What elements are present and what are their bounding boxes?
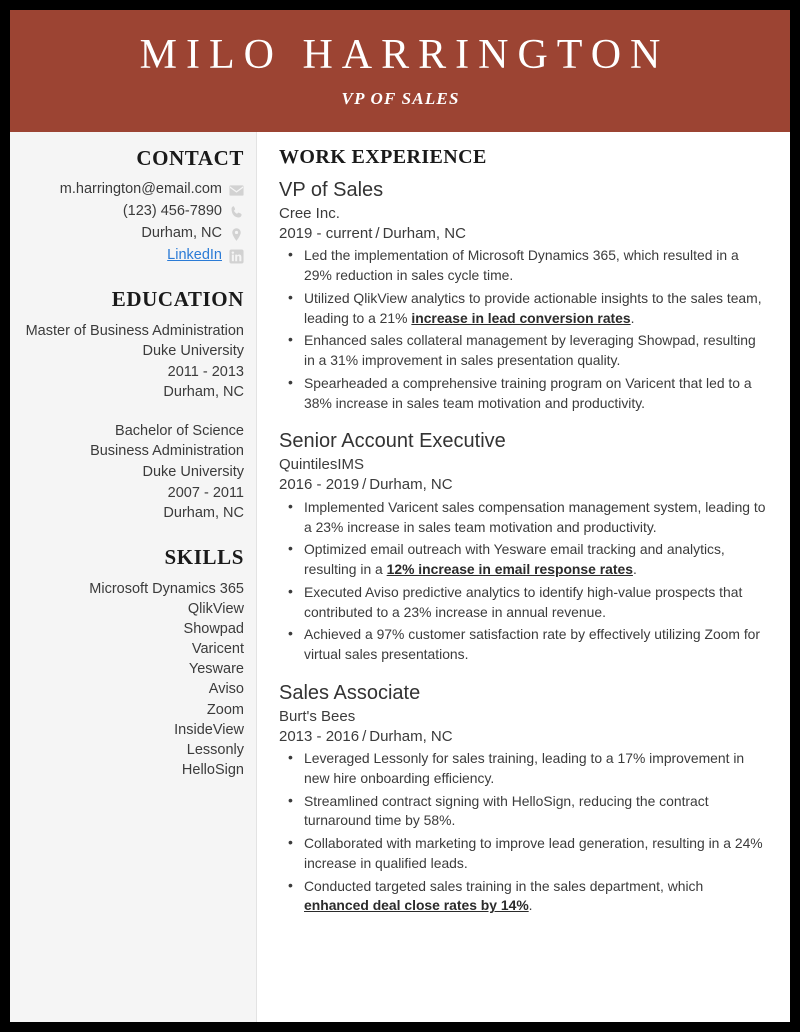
job-meta bbox=[279, 475, 768, 496]
bullet-text-pre: Optimized email outreach with Yesware email tracking and analytics, resulting in a bbox=[304, 541, 725, 578]
job-bullet-list bbox=[279, 246, 768, 413]
job-bullet bbox=[279, 289, 768, 328]
bullet-text-pre: Spearheaded a comprehensive training program on Varicent that led to a 38% increase in sales team motivation and productivity. bbox=[304, 374, 752, 411]
job-location: Durham, NC bbox=[369, 476, 453, 494]
work-experience-heading: WORK EXPERIENCE bbox=[279, 146, 487, 168]
contact-heading: CONTACT bbox=[136, 146, 244, 170]
phone-icon bbox=[229, 205, 244, 220]
job-meta-separator: / bbox=[362, 727, 367, 745]
skills-heading: SKILLS bbox=[164, 544, 244, 569]
skill-item: Showpad bbox=[183, 620, 244, 637]
skill-item: Aviso bbox=[208, 681, 244, 698]
main-column bbox=[257, 132, 790, 1022]
candidate-job-title: VP OF SALES bbox=[341, 89, 460, 109]
contact-item-email bbox=[20, 180, 244, 199]
education-dates: 2011 - 2013 bbox=[167, 363, 244, 380]
job-bullet-list bbox=[279, 498, 768, 665]
job-bullet bbox=[279, 540, 768, 579]
job-bullet bbox=[279, 792, 768, 831]
bullet-text-pre: Conducted targeted sales training in the sales department, which bbox=[304, 877, 704, 894]
skill-item: QlikView bbox=[187, 600, 244, 617]
skill-item: Varicent bbox=[191, 641, 244, 658]
bullet-text-post: . bbox=[630, 309, 635, 326]
job-title: VP of Sales bbox=[279, 179, 384, 201]
bullet-text-pre: Utilized QlikView analytics to provide actionable insights to the sales team, leading to a 21% bbox=[304, 289, 762, 326]
skill-item: Lessonly bbox=[186, 741, 244, 758]
bullet-text-emphasis: 12% increase in email response rates bbox=[386, 561, 633, 578]
job-location: Durham, NC bbox=[369, 727, 453, 745]
education-degree: Master of Business Administration bbox=[25, 322, 244, 339]
bullet-text-pre: Collaborated with marketing to improve lead generation, resulting in a 24% increase in qualified leads. bbox=[304, 835, 763, 871]
education-heading: EDUCATION bbox=[111, 286, 244, 311]
education-entry bbox=[20, 321, 244, 403]
contact-location-value: Durham, NC bbox=[141, 225, 222, 242]
job-bullet bbox=[279, 583, 768, 622]
bullet-text-emphasis: enhanced deal close rates by 14% bbox=[304, 897, 529, 914]
skill-item: Microsoft Dynamics 365 bbox=[89, 580, 244, 597]
job-company: Cree Inc. bbox=[279, 205, 340, 222]
job-meta bbox=[279, 727, 768, 748]
bullet-text-pre: Streamlined contract signing with HelloSign, reducing the contract turnaround time by 58%. bbox=[304, 792, 709, 829]
contact-linkedin-value[interactable]: LinkedIn bbox=[167, 247, 222, 264]
job-company: Burt's Bees bbox=[279, 707, 356, 725]
job-meta bbox=[279, 224, 768, 245]
bullet-text-pre: Implemented Varicent sales compensation management system, leading to a 23% increase in sales team motivation and productivity. bbox=[304, 498, 766, 535]
job-dates: 2016 - 2019 bbox=[279, 476, 360, 494]
bullet-text-pre: Enhanced sales collateral management by leveraging Showpad, resulting in a 31% improvement in sales presentation quality. bbox=[304, 332, 756, 369]
bullet-text-emphasis: increase in lead conversion rates bbox=[411, 309, 631, 326]
job-bullet-list bbox=[279, 749, 768, 916]
education-field: Business Administration bbox=[90, 443, 244, 460]
bullet-text-pre: Leveraged Lessonly for sales training, leading to a 17% improvement in new hire onboarding efficiency. bbox=[304, 750, 745, 786]
bullet-text-pre: Achieved a 97% customer satisfaction rate by effectively utilizing Zoom for virtual sales presentations. bbox=[304, 626, 761, 662]
skills-section bbox=[20, 545, 244, 780]
job-bullet bbox=[279, 498, 768, 537]
contact-email-value: m.harrington@email.com bbox=[59, 181, 222, 197]
linkedin-icon[interactable] bbox=[229, 249, 244, 264]
job-entry bbox=[279, 681, 768, 916]
education-dates: 2007 - 2011 bbox=[167, 484, 244, 501]
job-bullet bbox=[279, 331, 768, 370]
education-location: Durham, NC bbox=[163, 505, 244, 522]
contact-section bbox=[20, 146, 244, 266]
contact-item-location bbox=[20, 224, 244, 243]
job-bullet bbox=[279, 374, 768, 413]
skill-item: Yesware bbox=[188, 661, 244, 678]
job-bullet bbox=[279, 877, 768, 916]
education-school: Duke University bbox=[142, 463, 244, 480]
job-dates: 2019 - current bbox=[279, 224, 373, 242]
resume-header bbox=[10, 10, 790, 132]
bullet-text-post: . bbox=[632, 561, 637, 578]
contact-item-phone bbox=[20, 202, 244, 221]
candidate-name: MILO HARRINGTON bbox=[139, 31, 670, 78]
skill-item: InsideView bbox=[174, 721, 244, 738]
education-location: Durham, NC bbox=[163, 384, 244, 401]
bullet-text-post: . bbox=[528, 897, 533, 914]
education-degree: Bachelor of Science bbox=[115, 422, 244, 439]
skill-item: HelloSign bbox=[181, 761, 244, 778]
job-dates: 2013 - 2016 bbox=[279, 727, 360, 745]
job-bullet bbox=[279, 625, 768, 664]
job-entry bbox=[279, 429, 768, 664]
contact-item-linkedin[interactable] bbox=[20, 246, 244, 265]
sidebar bbox=[10, 132, 257, 1022]
education-entry bbox=[20, 421, 244, 524]
job-bullet bbox=[279, 749, 768, 788]
job-title: Senior Account Executive bbox=[279, 430, 506, 453]
job-entry bbox=[279, 178, 768, 413]
job-bullet bbox=[279, 834, 768, 873]
education-section bbox=[20, 287, 244, 524]
job-company: QuintilesIMS bbox=[279, 456, 365, 474]
contact-phone-value: (123) 456-7890 bbox=[122, 203, 222, 220]
skill-item: Zoom bbox=[206, 701, 244, 718]
job-location: Durham, NC bbox=[382, 224, 466, 242]
bullet-text-pre: Executed Aviso predictive analytics to identify high-value prospects that contributed to a 23% increase in annual revenue. bbox=[304, 583, 743, 620]
resume-page bbox=[10, 10, 790, 1022]
location-pin-icon bbox=[229, 227, 244, 242]
job-title: Sales Associate bbox=[279, 681, 421, 704]
envelope-icon bbox=[229, 183, 244, 198]
job-meta-separator: / bbox=[375, 224, 380, 242]
resume-body bbox=[10, 132, 790, 1022]
job-bullet bbox=[279, 246, 768, 285]
education-school: Duke University bbox=[142, 343, 244, 360]
job-meta-separator: / bbox=[362, 476, 367, 494]
bullet-text-pre: Led the implementation of Microsoft Dynamics 365, which resulted in a 29% reduction in sales cycle time. bbox=[304, 247, 739, 284]
